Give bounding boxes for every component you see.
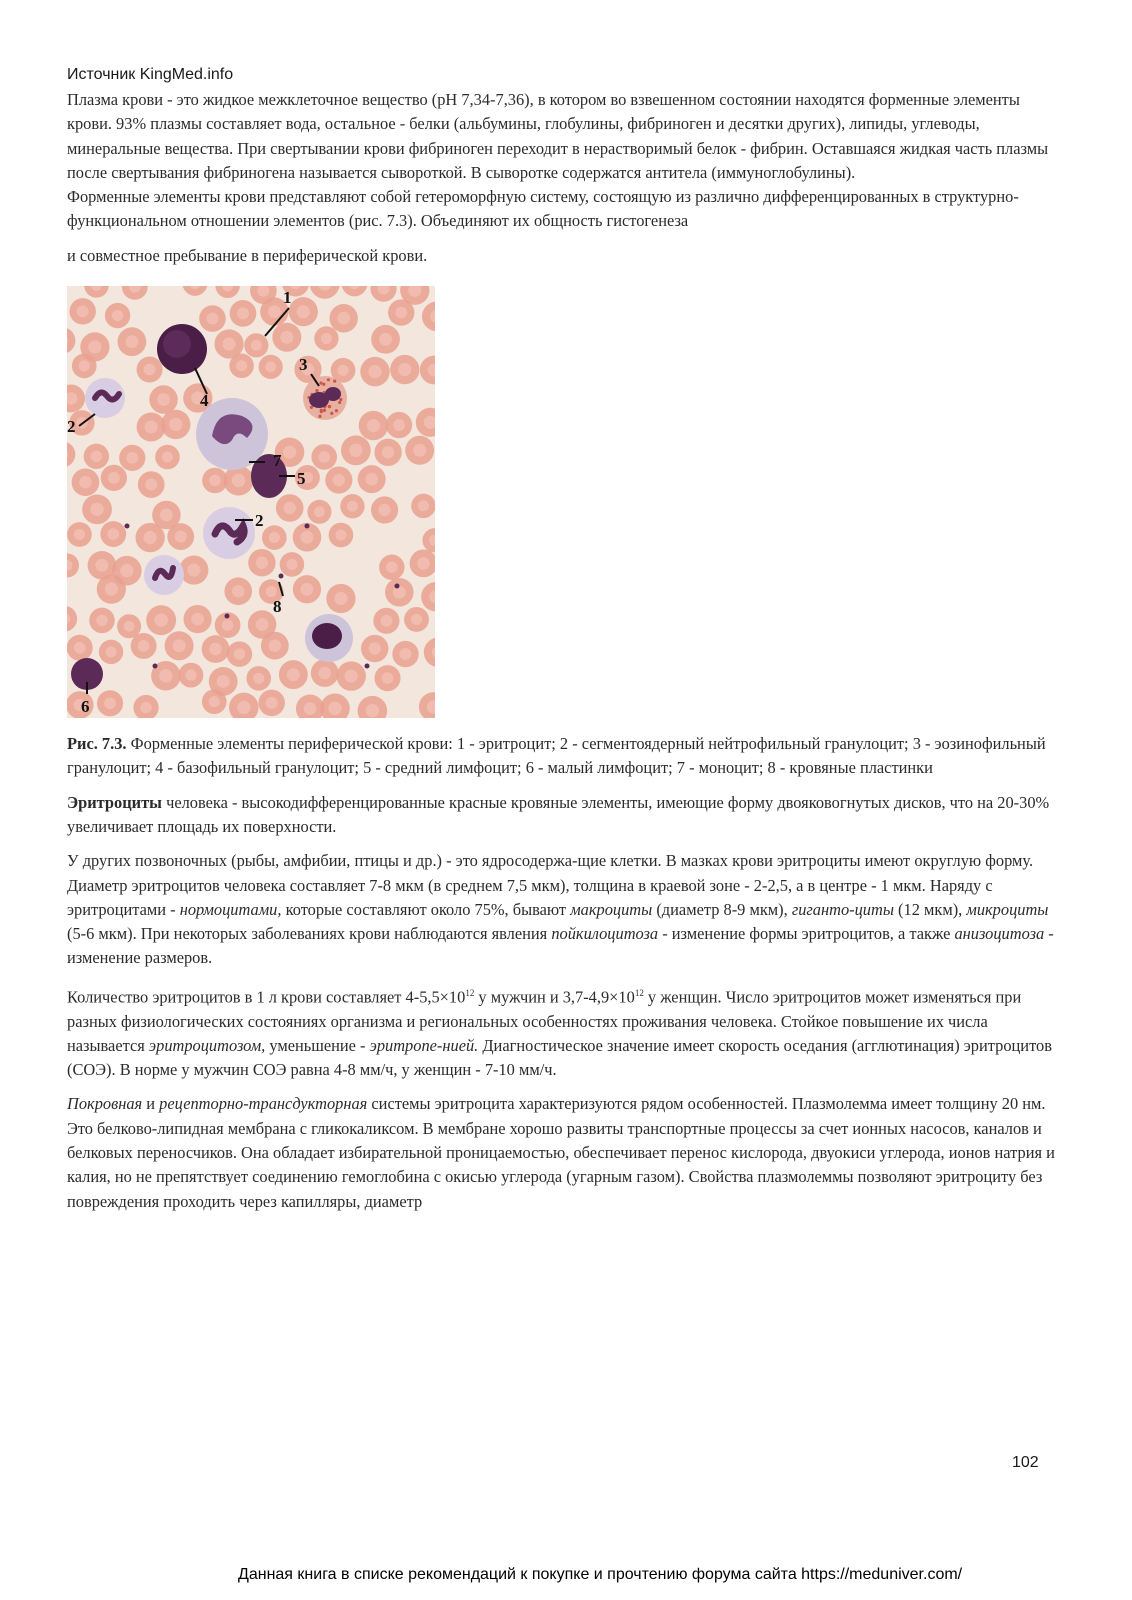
paragraph-erythrocytes: Эритроциты человека - высокодифференцированные красные кровяные элементы, имеющие форму двояковогнутых дисков, что на 20-30% увеличивает площадь их поверхности. (67, 792, 1050, 836)
label-3: 3 (299, 355, 308, 375)
term-anisocytosis: анизоцитоза (954, 924, 1045, 944)
term-cover-system: Покровная (67, 1094, 143, 1114)
label-7: 7 (273, 451, 282, 471)
label-2-left: 2 (67, 417, 76, 437)
paragraph-count: Количество эритроцитов в 1 л крови составляет $4-5,5\times 10^{12}$ у мужчин и $3,7-4,9\times 10^{12}$ у женщин. Число эритроцитов может изменяться при разных физиологических состояниях организма и региональных особенностях проживания человека. Стойкое повышение их числа называется эритроцитозом, уменьшение - эритропе-нией. Диагностическое значение имеет скорость оседания (агглютинация) эритроцитов (СОЭ). В норме у мужчин СОЭ равна 4-8 мм/ч, у женщин - 7-10 мм/ч. (67, 987, 1052, 1080)
term-receptor-system: рецепторно-трансдукторная (159, 1094, 368, 1114)
term-erythrocytosis: эритроцитозом, (148, 1035, 266, 1055)
term-poikilocytosis: пойкилоцитоза (551, 924, 659, 944)
blood-smear-figure (67, 286, 435, 718)
label-4: 4 (200, 391, 209, 411)
paragraph-membrane: Покровная и рецепторно-трансдукторная системы эритроцита характеризуются рядом особенностей. Плазмолемма имеет толщину 20 нм. Это белково-липидная мембрана с гликокаликсом. В мембране хорошо развиты транспортные процессы за счет ионных насосов, каналов и белковых переносчиков. Она обладает избирательной проницаемостью, обеспечивает перенос кислорода, двуокиси углерода, ионов натрия и калия, но не препятствует соединению гемоглобина с окисью углерода (угарным газом). Свойства плазмолеммы позволяют эритроциту без повреждения проходить через капилляры, диаметр (67, 1094, 1055, 1211)
paragraph-vertebrates: У других позвоночных (рыбы, амфибии, птицы и др.) - это ядросодержа-щие клетки. В мазках крови эритроциты имеют округлую форму. Диаметр эритроцитов человека составляет 7-8 мкм (в среднем 7,5 мкм), толщина в краевой зоне - 2-2,5, а в центре - 1 мкм. Наряду с эритроцитами - нормоцитами, которые составляют около 75%, бывают макроциты (диаметр 8-9 мкм), гиганто-циты (12 мкм), микроциты (5-6 мкм). При некоторых заболеваниях крови наблюдаются явления пойкилоцитоза - изменение формы эритроцитов, а также анизоцитоза - изменение размеров. (67, 851, 1054, 968)
label-2-center: 2 (255, 511, 264, 531)
footer-note: Данная книга в списке рекомендаций к покупке и прочтению форума сайта https://meduniver.com/ (238, 1566, 963, 1583)
term-erythropenia: эритропе-нией. (369, 1035, 479, 1055)
caption-label: Рис. 7.3. (67, 734, 127, 754)
label-1: 1 (283, 288, 292, 308)
source-line: Источник KingMed.info (67, 66, 234, 83)
blood-smear-illustration (67, 286, 435, 718)
term-macrocytes: макроциты (570, 899, 653, 919)
page-number: 102 (1012, 1454, 1039, 1471)
label-5: 5 (297, 469, 306, 489)
label-6: 6 (81, 697, 90, 717)
caption-text: Форменные элементы периферической крови: 1 - эритроцит; 2 - сегментоядерный нейтрофильный гранулоцит; 3 - эозинофильный гранулоцит; 4 - базофильный гранулоцит; 5 - средний лимфоцит; 6 - малый лимфоцит; 7 - моноцит; 8 - кровяные пластинки (67, 734, 1046, 778)
paragraph-cohabitation: и совместное пребывание в периферической крови. (67, 245, 428, 265)
label-8: 8 (273, 597, 282, 617)
term-microcytes: микроциты (966, 899, 1049, 919)
paragraph-formed-elements: Форменные элементы крови представляют собой гетероморфную систему, состоящую из различно дифференцированных в структурно-функциональном отношении элементов (рис. 7.3). Объединяют их общность гистогенеза (67, 187, 1019, 231)
term-gigantocytes: гиганто-циты (791, 899, 894, 919)
paragraph-plasma: Плазма крови - это жидкое межклеточное вещество (рН 7,34-7,36), в котором во взвешенном состоянии находятся форменные элементы крови. 93% плазмы составляет вода, остальное - белки (альбумины, глобулины, фибриноген и десятки других), липиды, углеводы, минеральные вещества. При свертывании крови фибриноген переходит в нерастворимый белок - фибрин. Оставшаяся жидкая часть плазмы после свертывания фибриногена называется сывороткой. В сыворотке содержатся антитела (иммуноглобулины). (67, 90, 1049, 182)
document-page (67, 64, 1057, 1214)
term-normocytes: нормоцитами, (179, 899, 282, 919)
term-erythrocytes: Эритроциты (67, 792, 162, 812)
figure-caption (67, 732, 1057, 781)
